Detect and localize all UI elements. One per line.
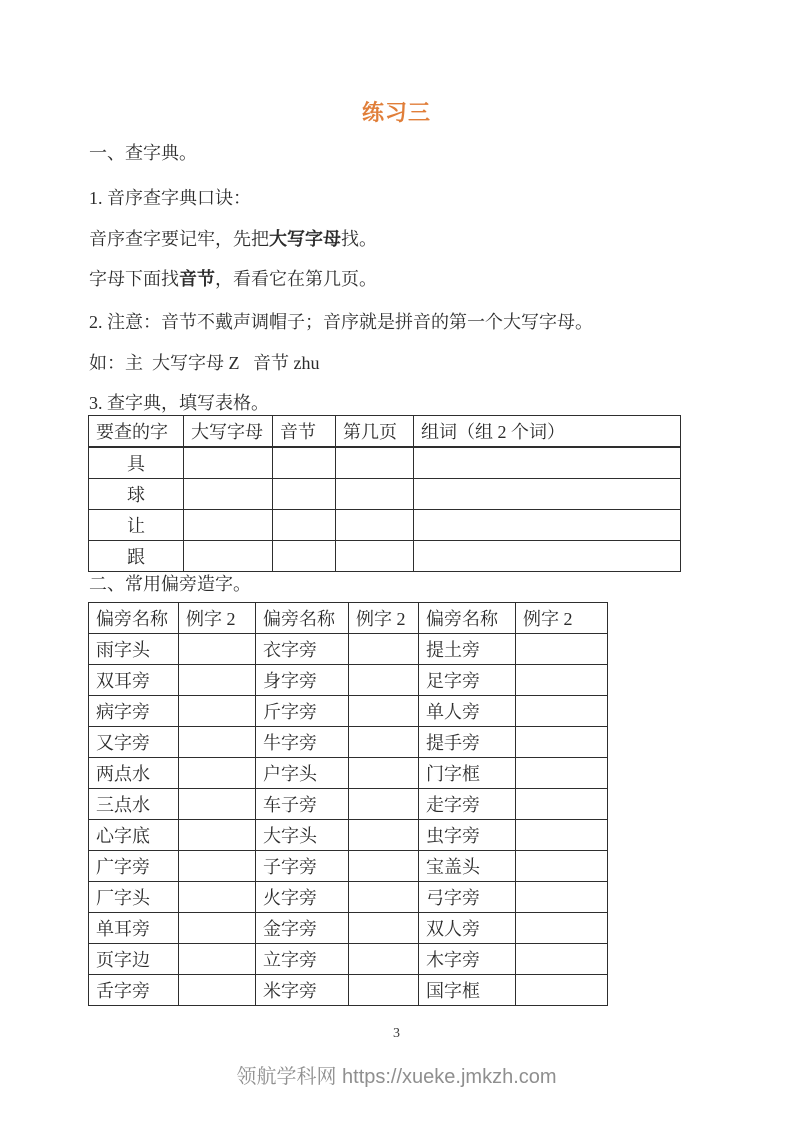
table-row: [89, 696, 608, 727]
table-cell: 大字头: [256, 820, 349, 851]
empty-fill-in-cell: [414, 541, 681, 572]
section1-example: 如：主 大写字母 Z 音节 zhu: [89, 353, 320, 373]
table-row: [89, 882, 608, 913]
table-cell: 病字旁: [89, 696, 179, 727]
table1-header-cell: 要查的字: [89, 416, 184, 448]
table2-header-cell: 例字 2: [349, 603, 419, 634]
empty-fill-in-cell: [349, 634, 419, 665]
empty-fill-in-cell: [516, 820, 608, 851]
table-cell: 跟: [89, 541, 184, 572]
empty-fill-in-cell: [336, 479, 414, 510]
table-cell: 雨字头: [89, 634, 179, 665]
table-cell: 斤字旁: [256, 696, 349, 727]
table-cell: 走字旁: [419, 789, 516, 820]
table-row: [89, 758, 608, 789]
radical-table: [88, 602, 608, 1006]
empty-fill-in-cell: [179, 882, 256, 913]
empty-fill-in-cell: [273, 541, 336, 572]
table-cell: 木字旁: [419, 944, 516, 975]
empty-fill-in-cell: [179, 634, 256, 665]
empty-fill-in-cell: [516, 975, 608, 1006]
empty-fill-in-cell: [336, 510, 414, 541]
table-cell: 提土旁: [419, 634, 516, 665]
empty-fill-in-cell: [179, 665, 256, 696]
table-cell: 厂字头: [89, 882, 179, 913]
table-cell: 门字框: [419, 758, 516, 789]
table-cell: 双耳旁: [89, 665, 179, 696]
rhyme-line1-post: 找。: [341, 229, 377, 249]
table-row: [89, 944, 608, 975]
table-cell: 提手旁: [419, 727, 516, 758]
empty-fill-in-cell: [349, 944, 419, 975]
table-cell: 广字旁: [89, 851, 179, 882]
rhyme-line2-post: ，看看它在第几页。: [215, 269, 377, 289]
empty-fill-in-cell: [273, 447, 336, 479]
table-row: [89, 851, 608, 882]
empty-fill-in-cell: [179, 758, 256, 789]
empty-fill-in-cell: [349, 758, 419, 789]
footer-watermark: 领航学科网 https://xueke.jmkzh.com: [236, 1066, 557, 1088]
empty-fill-in-cell: [516, 727, 608, 758]
empty-fill-in-cell: [184, 510, 273, 541]
empty-fill-in-cell: [184, 541, 273, 572]
table1-header-cell: 大写字母: [184, 416, 273, 448]
empty-fill-in-cell: [349, 665, 419, 696]
table1-header-cell: 组词（组 2 个词）: [414, 416, 681, 448]
dictionary-lookup-table: [88, 415, 681, 572]
page-title: 练习三: [361, 100, 431, 125]
table1-header-cell: 音节: [273, 416, 336, 448]
empty-fill-in-cell: [184, 479, 273, 510]
table-cell: 车子旁: [256, 789, 349, 820]
table-row: [89, 510, 681, 541]
rhyme-line1-bold: 大写字母: [269, 229, 341, 249]
section1-item2: 2. 注意：音节不戴声调帽子；音序就是拼音的第一个大写字母。: [89, 312, 593, 332]
table-cell: 牛字旁: [256, 727, 349, 758]
table-cell: 国字框: [419, 975, 516, 1006]
empty-fill-in-cell: [414, 479, 681, 510]
empty-fill-in-cell: [516, 789, 608, 820]
table1-header-row: [89, 416, 681, 448]
table-cell: 虫字旁: [419, 820, 516, 851]
table-row: [89, 479, 681, 510]
empty-fill-in-cell: [349, 913, 419, 944]
table-cell: 子字旁: [256, 851, 349, 882]
table-row: [89, 634, 608, 665]
table-cell: 户字头: [256, 758, 349, 789]
table-cell: 又字旁: [89, 727, 179, 758]
rhyme-line-1: [89, 227, 719, 251]
table2-header-cell: 偏旁名称: [419, 603, 516, 634]
table-cell: 火字旁: [256, 882, 349, 913]
table-cell: 两点水: [89, 758, 179, 789]
table2-header-cell: 偏旁名称: [89, 603, 179, 634]
page-number: 3: [393, 1026, 400, 1041]
table-cell: 米字旁: [256, 975, 349, 1006]
table-cell: 衣字旁: [256, 634, 349, 665]
empty-fill-in-cell: [349, 727, 419, 758]
section1-item3: 3. 查字典，填写表格。: [89, 393, 269, 413]
table-row: [89, 541, 681, 572]
table-cell: 金字旁: [256, 913, 349, 944]
table-row: [89, 665, 608, 696]
table-cell: 立字旁: [256, 944, 349, 975]
empty-fill-in-cell: [349, 820, 419, 851]
empty-fill-in-cell: [516, 913, 608, 944]
table2-header-cell: 例字 2: [516, 603, 608, 634]
empty-fill-in-cell: [414, 510, 681, 541]
empty-fill-in-cell: [349, 882, 419, 913]
empty-fill-in-cell: [179, 851, 256, 882]
rhyme-line2-bold: 音节: [179, 269, 215, 289]
empty-fill-in-cell: [179, 820, 256, 851]
section1-item1: 1. 音序查字典口诀：: [89, 188, 251, 208]
table-cell: 宝盖头: [419, 851, 516, 882]
empty-fill-in-cell: [516, 851, 608, 882]
table1-header-cell: 第几页: [336, 416, 414, 448]
table2-header-row: [89, 603, 608, 634]
empty-fill-in-cell: [336, 447, 414, 479]
table-row: [89, 789, 608, 820]
empty-fill-in-cell: [516, 758, 608, 789]
table-cell: 具: [89, 447, 184, 479]
empty-fill-in-cell: [516, 696, 608, 727]
rhyme-line1-pre: 音序查字要记牢，先把: [89, 229, 269, 249]
table-cell: 双人旁: [419, 913, 516, 944]
empty-fill-in-cell: [414, 447, 681, 479]
table-cell: 页字边: [89, 944, 179, 975]
empty-fill-in-cell: [516, 944, 608, 975]
table-cell: 弓字旁: [419, 882, 516, 913]
section1-heading: 一、查字典。: [89, 143, 197, 163]
empty-fill-in-cell: [184, 447, 273, 479]
table-cell: 单耳旁: [89, 913, 179, 944]
table-cell: 心字底: [89, 820, 179, 851]
empty-fill-in-cell: [336, 541, 414, 572]
empty-fill-in-cell: [516, 665, 608, 696]
table-row: [89, 447, 681, 479]
table-cell: 单人旁: [419, 696, 516, 727]
empty-fill-in-cell: [349, 789, 419, 820]
empty-fill-in-cell: [179, 913, 256, 944]
empty-fill-in-cell: [179, 944, 256, 975]
empty-fill-in-cell: [349, 696, 419, 727]
table-row: [89, 913, 608, 944]
table-cell: 舌字旁: [89, 975, 179, 1006]
empty-fill-in-cell: [179, 696, 256, 727]
table2-header-cell: 例字 2: [179, 603, 256, 634]
table-cell: 球: [89, 479, 184, 510]
table-cell: 足字旁: [419, 665, 516, 696]
table-cell: 身字旁: [256, 665, 349, 696]
table2-header-cell: 偏旁名称: [256, 603, 349, 634]
empty-fill-in-cell: [179, 727, 256, 758]
table-row: [89, 727, 608, 758]
empty-fill-in-cell: [349, 851, 419, 882]
empty-fill-in-cell: [516, 882, 608, 913]
section2-heading: 二、常用偏旁造字。: [89, 574, 251, 594]
rhyme-line2-pre: 字母下面找: [89, 269, 179, 289]
table-row: [89, 975, 608, 1006]
table-cell: 三点水: [89, 789, 179, 820]
rhyme-line-2: [89, 267, 719, 291]
table-cell: 让: [89, 510, 184, 541]
table-row: [89, 820, 608, 851]
empty-fill-in-cell: [273, 510, 336, 541]
empty-fill-in-cell: [179, 789, 256, 820]
empty-fill-in-cell: [516, 634, 608, 665]
empty-fill-in-cell: [273, 479, 336, 510]
empty-fill-in-cell: [349, 975, 419, 1006]
empty-fill-in-cell: [179, 975, 256, 1006]
